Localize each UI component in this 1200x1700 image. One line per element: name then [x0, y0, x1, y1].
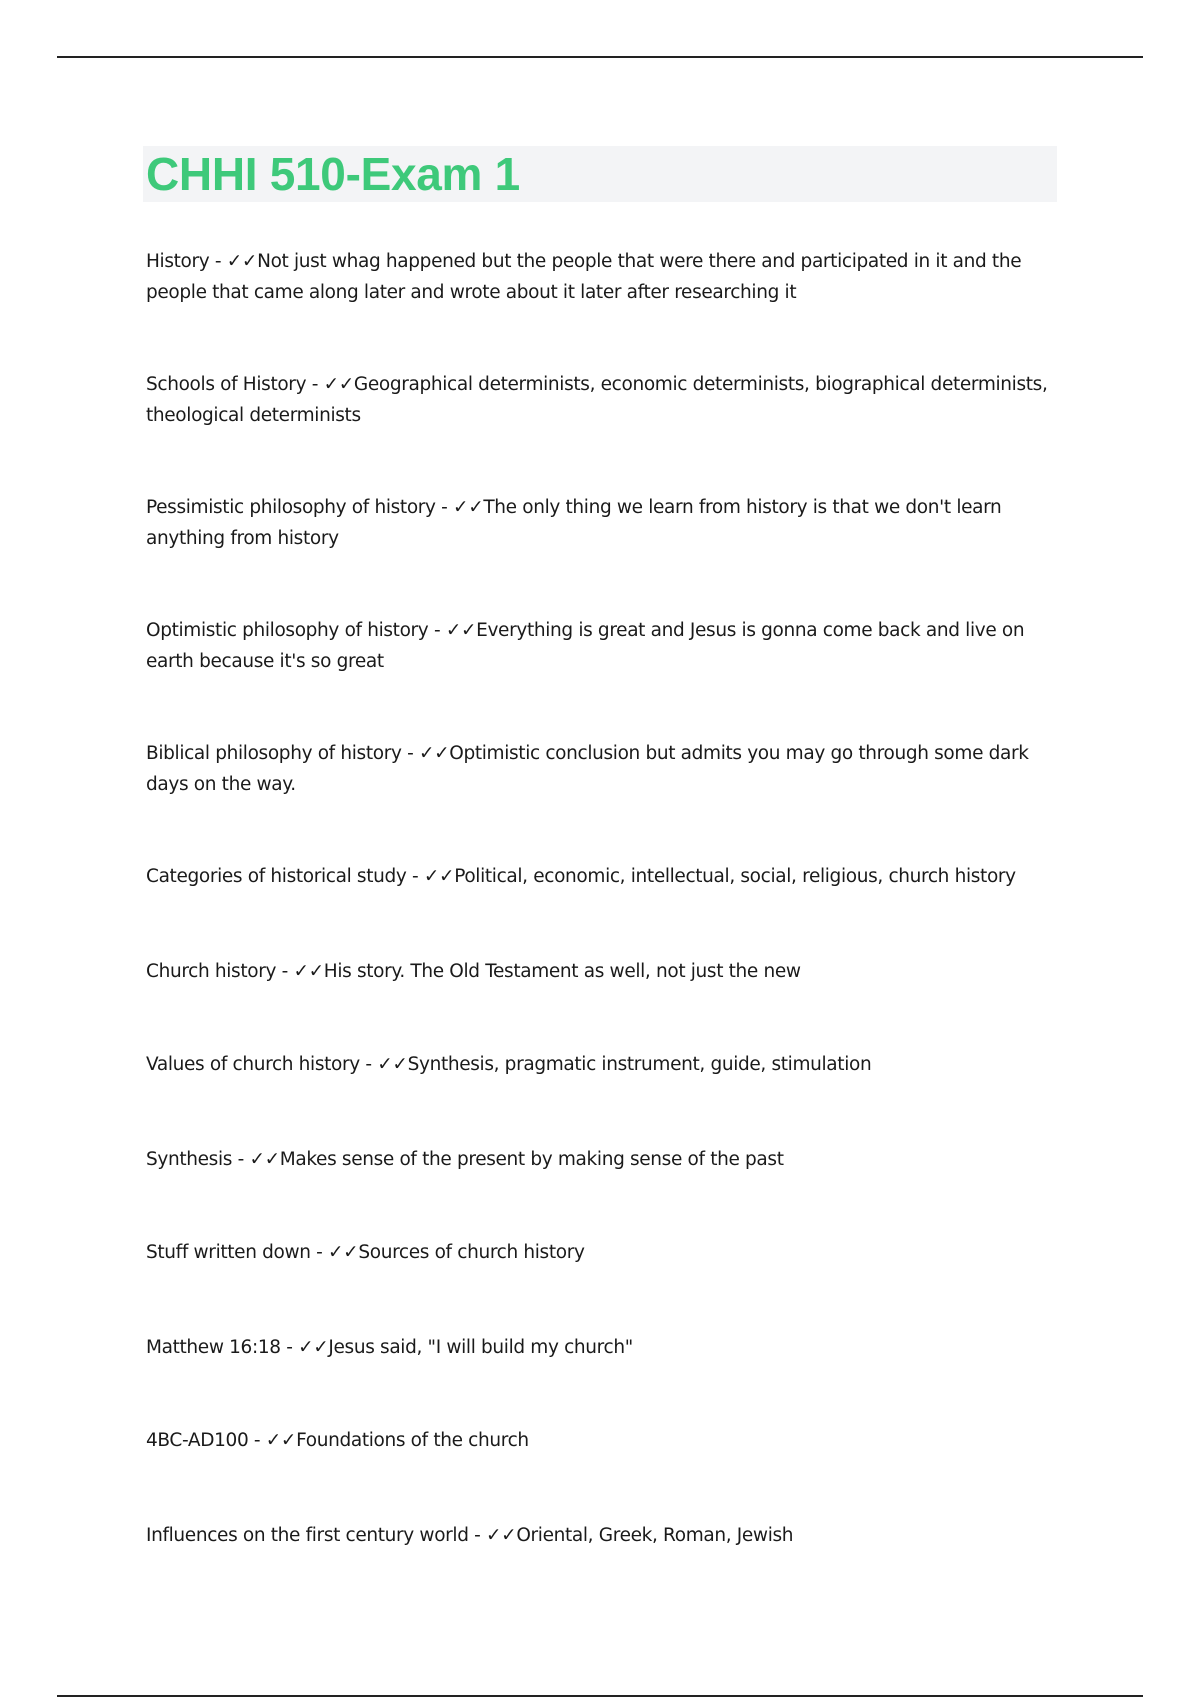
top-rule [57, 56, 1143, 58]
definition: Political, economic, intellectual, social, religious, church history [454, 866, 1016, 887]
separator: - [401, 743, 419, 764]
term: Categories of historical study [146, 866, 407, 887]
definition: Sources of church history [358, 1242, 585, 1263]
definition: Makes sense of the present by making sense of the past [279, 1149, 784, 1170]
flashcard-entry [146, 1144, 1062, 1175]
term: Church history [146, 961, 277, 982]
flashcard-entry [146, 1425, 1062, 1456]
flashcard-entry [146, 492, 1062, 554]
check-icon: ✓✓ [445, 620, 477, 641]
definition: Geographical determinists, economic determinists, biographical determinists, theological determinists [146, 374, 1048, 426]
bottom-rule [57, 1695, 1143, 1697]
term: 4BC-AD100 [146, 1430, 249, 1451]
definition: Optimistic conclusion but admits you may go through some dark days on the way. [146, 743, 1029, 795]
check-icon: ✓✓ [486, 1525, 517, 1546]
flashcard-entry [146, 1237, 1062, 1268]
check-icon: ✓✓ [328, 1242, 359, 1263]
flashcard-entry [146, 738, 1062, 800]
definition: His story. The Old Testament as well, not just the new [323, 961, 801, 982]
separator: - [428, 620, 446, 641]
definition: Oriental, Greek, Roman, Jewish [516, 1525, 794, 1546]
separator: - [280, 1337, 299, 1358]
term: Synthesis [146, 1149, 233, 1170]
flashcard-entry [146, 1520, 1062, 1551]
term: Schools of History [146, 374, 307, 395]
term: Influences on the first century world [146, 1525, 469, 1546]
term: Matthew 16:18 [146, 1337, 281, 1358]
definition: Foundations of the church [296, 1430, 529, 1451]
term: Values of church history [146, 1054, 360, 1075]
separator: - [276, 961, 294, 982]
separator: - [359, 1054, 378, 1075]
separator: - [468, 1525, 487, 1546]
separator: - [406, 866, 424, 887]
term: Optimistic philosophy of history [146, 620, 429, 641]
term: Stuff written down [146, 1242, 311, 1263]
check-icon: ✓✓ [423, 866, 455, 887]
check-icon: ✓✓ [323, 374, 354, 395]
flashcard-entry [146, 1049, 1062, 1080]
check-icon: ✓✓ [418, 743, 450, 764]
check-icon: ✓✓ [249, 1149, 280, 1170]
flashcard-entry [146, 369, 1062, 431]
check-icon: ✓✓ [226, 251, 258, 272]
separator: - [435, 497, 454, 518]
flashcard-entry [146, 861, 1062, 892]
check-icon: ✓✓ [453, 497, 484, 518]
check-icon: ✓✓ [377, 1054, 408, 1075]
definition: Everything is great and Jesus is gonna come back and live on earth because it's so great [146, 620, 1025, 672]
definition: The only thing we learn from history is that we don't learn anything from history [146, 497, 1002, 549]
separator: - [232, 1149, 250, 1170]
definition: Synthesis, pragmatic instrument, guide, stimulation [407, 1054, 872, 1075]
definition: Not just whag happened but the people that were there and participated in it and the people that came along later and wrote about it later after researching it [146, 251, 1022, 303]
document-title: CHHI 510-Exam 1 [146, 148, 520, 200]
check-icon: ✓✓ [298, 1337, 329, 1358]
term: Biblical philosophy of history [146, 743, 402, 764]
separator: - [209, 251, 227, 272]
flashcard-entry [146, 246, 1062, 308]
flashcard-entry [146, 956, 1062, 987]
term: Pessimistic philosophy of history [146, 497, 436, 518]
check-icon: ✓✓ [265, 1430, 297, 1451]
separator: - [310, 1242, 329, 1263]
term: History [146, 251, 210, 272]
flashcard-entry [146, 615, 1062, 677]
separator: - [248, 1430, 266, 1451]
definition: Jesus said, "I will build my church" [328, 1337, 633, 1358]
check-icon: ✓✓ [293, 961, 324, 982]
separator: - [306, 374, 324, 395]
flashcard-entry [146, 1332, 1062, 1363]
